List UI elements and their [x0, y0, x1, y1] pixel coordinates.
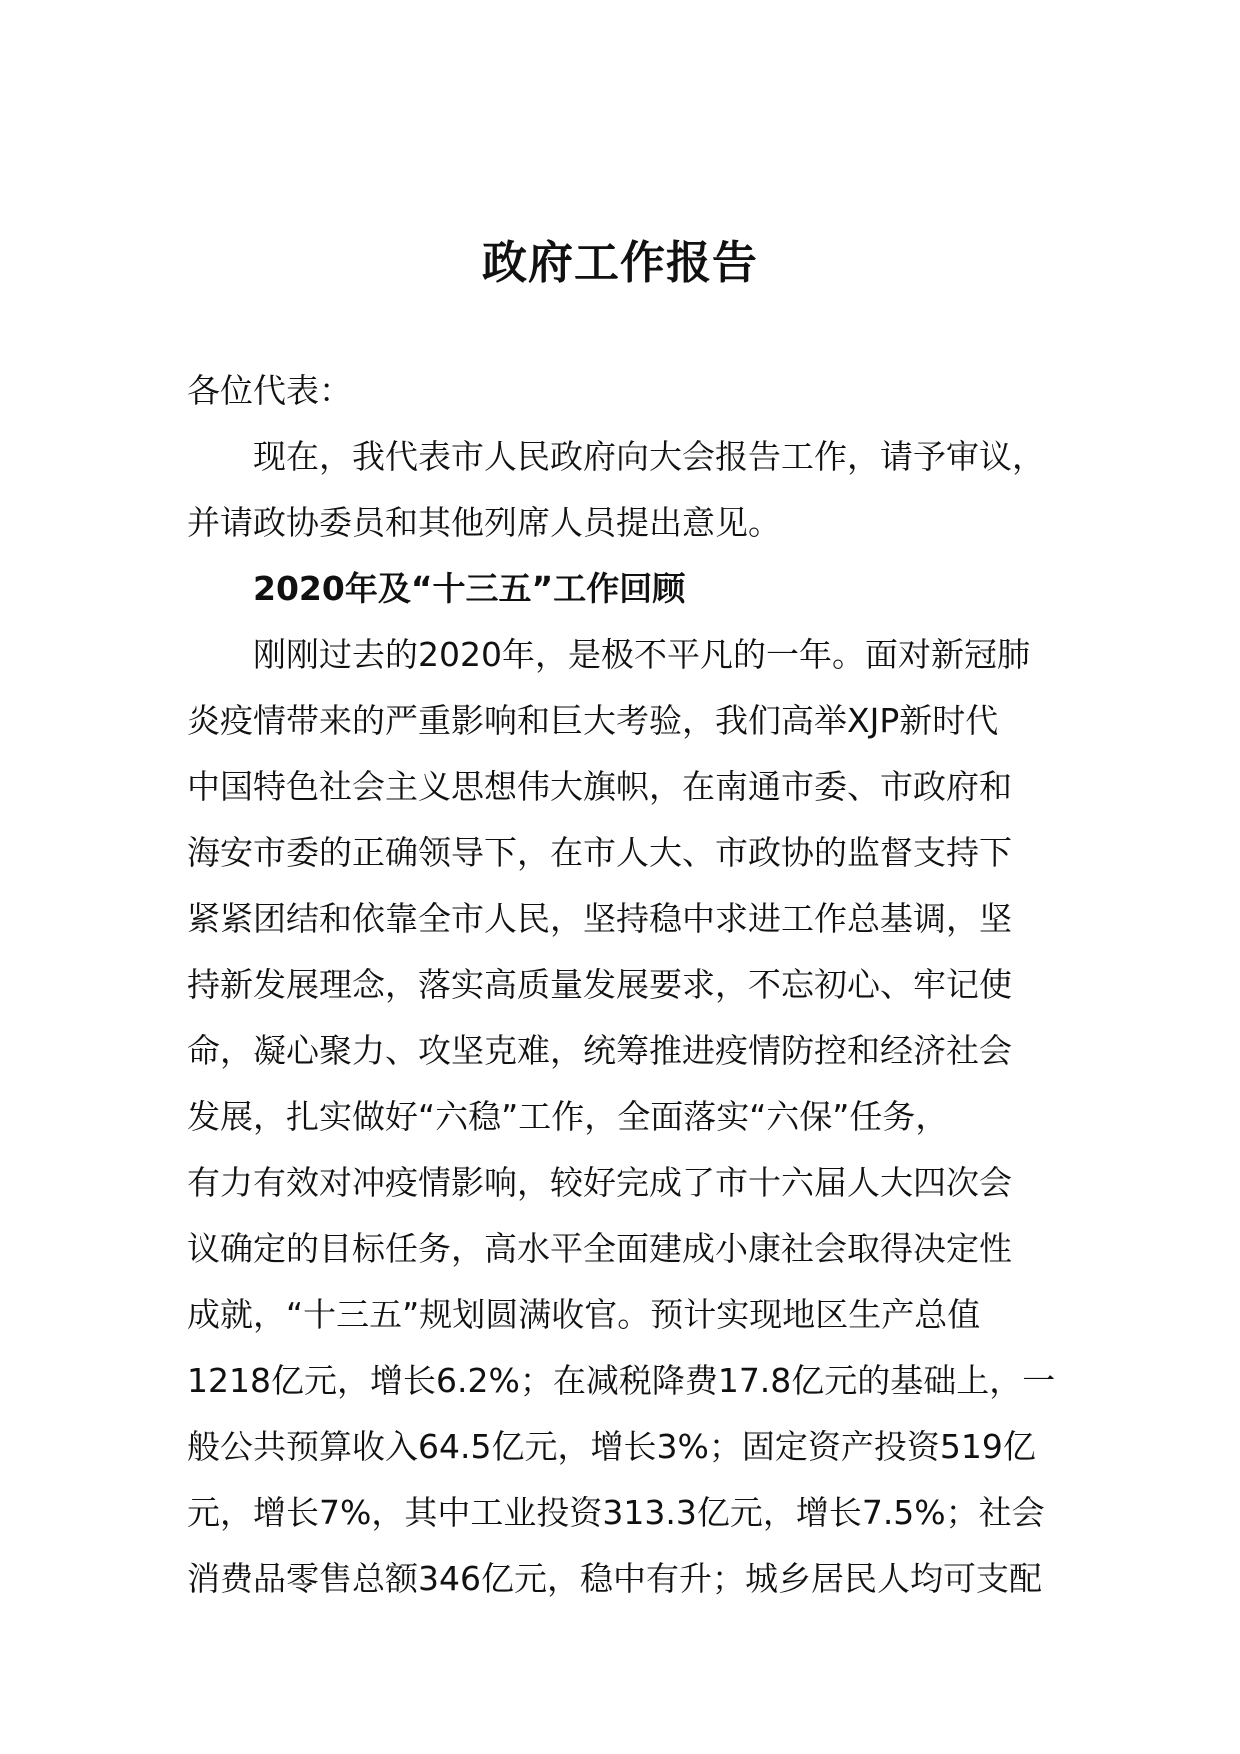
paragraph-line: 消费品零售总额346亿元，稳中有升；城乡居民人均可支配	[187, 1559, 1042, 1598]
paragraph-line: 发展，扎实做好“六稳”工作，全面落实“六保”任务，	[187, 1097, 949, 1136]
paragraph-line: 炎疫情带来的严重影响和巨大考验，我们高举XJP新时代	[187, 701, 999, 740]
paragraph-line: 持新发展理念，落实高质量发展要求，不忘初心、牢记使	[187, 965, 1012, 1004]
document-body	[187, 358, 1067, 1612]
section-heading: 2020年及“十三五”工作回顾	[253, 569, 686, 608]
paragraph-line: 成就，“十三五”规划圆满收官。预计实现地区生产总值	[187, 1295, 981, 1334]
paragraph-line: 海安市委的正确领导下，在市人大、市政协的监督支持下	[187, 833, 1012, 872]
paragraph-line: 紧紧团结和依靠全市人民，坚持稳中求进工作总基调，坚	[187, 899, 1012, 938]
paragraph-line: 命，凝心聚力、攻坚克难，统筹推进疫情防控和经济社会	[187, 1031, 1012, 1070]
paragraph-line: 刚刚过去的2020年，是极不平凡的一年。面对新冠肺	[253, 635, 1030, 674]
intro-line: 并请政协委员和其他列席人员提出意见。	[187, 503, 781, 542]
intro-line: 现在，我代表市人民政府向大会报告工作，请予审议，	[253, 437, 1045, 476]
paragraph-line: 元，增长7%，其中工业投资313.3亿元，增长7.5%；社会	[187, 1493, 1045, 1532]
paragraph-line: 议确定的目标任务，高水平全面建成小康社会取得决定性	[187, 1229, 1012, 1268]
paragraph-line: 1218亿元，增长6.2%；在减税降费17.8亿元的基础上，一	[187, 1361, 1056, 1400]
paragraph-line: 有力有效对冲疫情影响，较好完成了市十六届人大四次会	[187, 1163, 1012, 1202]
salutation: 各位代表：	[187, 371, 352, 410]
paragraph-line: 中国特色社会主义思想伟大旗帜，在南通市委、市政府和	[187, 767, 1012, 806]
paragraph-line: 般公共预算收入64.5亿元，增长3%；固定资产投资519亿	[187, 1427, 1036, 1466]
document-title: 政府工作报告	[481, 236, 758, 289]
